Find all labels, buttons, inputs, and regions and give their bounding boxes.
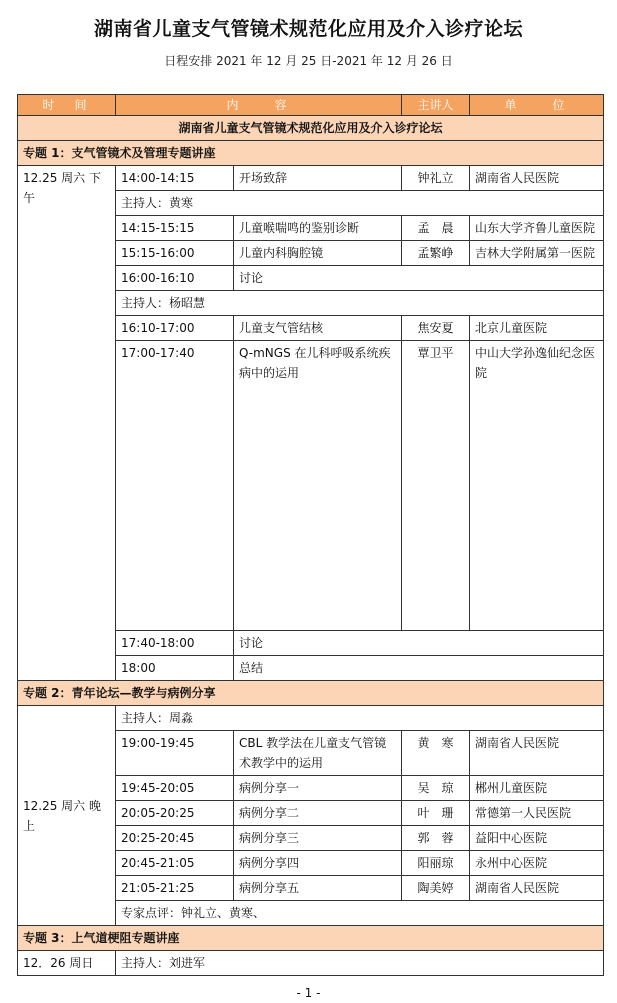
row-time: 19:00-19:45 [116,731,234,776]
schedule-table [17,94,604,976]
row-content: 讨论 [234,631,604,656]
row-time: 21:05-21:25 [116,876,234,901]
header-speaker: 主讲人 [402,95,470,116]
row-content: 病例分享二 [234,801,402,826]
row-unit: 北京儿童医院 [470,316,604,341]
row-content: Q-mNGS 在儿科呼吸系统疾病中的运用 [234,341,402,631]
row-time: 16:00-16:10 [116,266,234,291]
expert-comment: 专家点评：钟礼立、黄寒、 [116,901,604,926]
session1-day: 12.25 周六 下午 [18,166,116,681]
session3-day: 12．26 周日 [18,951,116,976]
row-unit: 吉林大学附属第一医院 [470,241,604,266]
row-time: 18:00 [116,656,234,681]
header-unit: 单 位 [470,95,604,116]
session-band [18,681,604,706]
row-unit: 中山大学孙逸仙纪念医院 [470,341,604,631]
session2-label: 专题 2：青年论坛—教学与病例分享 [18,681,604,706]
session1-label: 专题 1：支气管镜术及管理专题讲座 [18,141,604,166]
row-time: 19:45-20:05 [116,776,234,801]
host-label: 主持人：杨昭慧 [116,291,604,316]
row-content: 病例分享三 [234,826,402,851]
host-row [18,951,604,976]
host-label: 主持人：周淼 [116,706,604,731]
row-speaker: 焦安夏 [402,316,470,341]
row-time: 15:15-16:00 [116,241,234,266]
row-speaker: 覃卫平 [402,341,470,631]
session-band [18,141,604,166]
row-time: 16:10-17:00 [116,316,234,341]
row-unit: 山东大学齐鲁儿童医院 [470,216,604,241]
row-content: 开场致辞 [234,166,402,191]
forum-title-row [18,116,604,141]
session3-label: 专题 3：上气道梗阻专题讲座 [18,926,604,951]
row-content: 病例分享四 [234,851,402,876]
host-label: 主持人：刘进军 [116,951,604,976]
session2-day: 12.25 周六 晚上 [18,706,116,926]
row-unit: 永州中心医院 [470,851,604,876]
table-header-row [18,95,604,116]
row-unit: 益阳中心医院 [470,826,604,851]
row-content: 讨论 [234,266,604,291]
row-time: 17:00-17:40 [116,341,234,631]
row-speaker: 叶 珊 [402,801,470,826]
row-speaker: 阳丽琼 [402,851,470,876]
row-unit: 湖南省人民医院 [470,166,604,191]
row-unit: 郴州儿童医院 [470,776,604,801]
schedule-date-range: 日程安排 2021 年 12 月 25 日-2021 年 12 月 26 日 [164,54,453,68]
host-row [18,706,604,731]
session-band [18,926,604,951]
page-title: 湖南省儿童支气管镜术规范化应用及介入诊疗论坛 [93,18,523,40]
page-number: - 1 - [296,986,321,1000]
row-speaker: 钟礼立 [402,166,470,191]
row-speaker: 郭 蓉 [402,826,470,851]
row-time: 20:25-20:45 [116,826,234,851]
row-unit: 常德第一人民医院 [470,801,604,826]
header-content: 内 容 [116,95,402,116]
row-unit: 湖南省人民医院 [470,731,604,776]
row-speaker: 黄 寒 [402,731,470,776]
row-content: 总结 [234,656,604,681]
row-speaker: 孟繁峥 [402,241,470,266]
host-label: 主持人：黄寒 [116,191,604,216]
row-time: 20:05-20:25 [116,801,234,826]
row-time: 17:40-18:00 [116,631,234,656]
row-content: 病例分享五 [234,876,402,901]
row-speaker: 吴 琼 [402,776,470,801]
row-time: 20:45-21:05 [116,851,234,876]
forum-title: 湖南省儿童支气管镜术规范化应用及介入诊疗论坛 [18,116,604,141]
row-content: 儿童支气管结核 [234,316,402,341]
row-unit: 湖南省人民医院 [470,876,604,901]
row-content: 儿童内科胸腔镜 [234,241,402,266]
row-time: 14:15-15:15 [116,216,234,241]
row-content: 病例分享一 [234,776,402,801]
row-content: CBL 教学法在儿童支气管镜术教学中的运用 [234,731,402,776]
row-content: 儿童喉喘鸣的鉴别诊断 [234,216,402,241]
table-row [18,166,604,191]
header-time: 时 间 [18,95,116,116]
row-time: 14:00-14:15 [116,166,234,191]
row-speaker: 孟 晨 [402,216,470,241]
row-speaker: 陶美婷 [402,876,470,901]
